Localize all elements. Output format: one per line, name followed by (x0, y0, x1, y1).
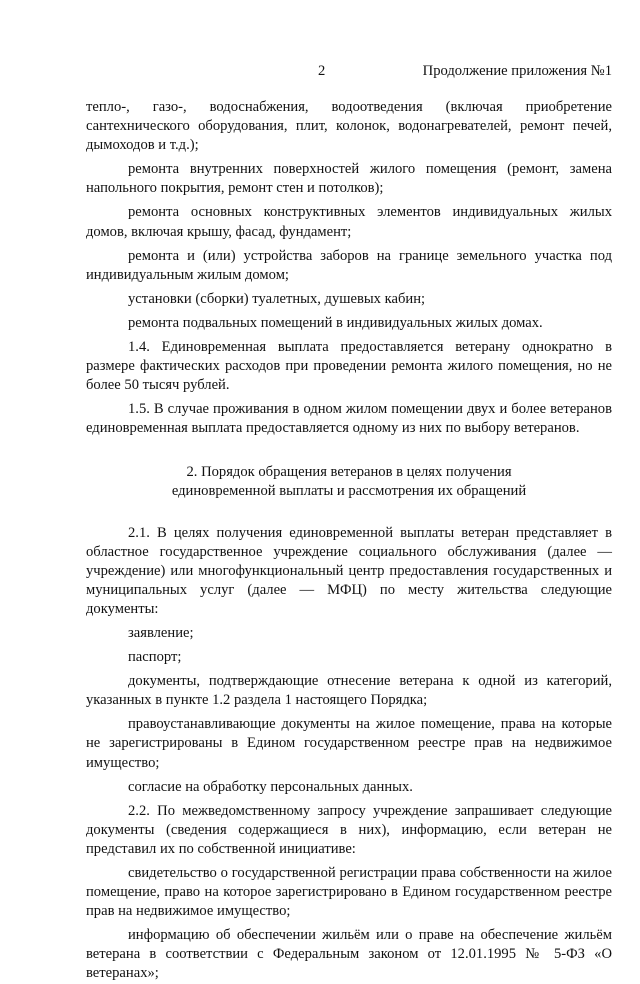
paragraph: ремонта внутренних поверхностей жилого помещения (ремонт, замена напольного покрытия, ремонт стен и потолков); (86, 161, 612, 197)
document-body (86, 98, 612, 984)
paragraph: ремонта и (или) устройства заборов на границе земельного участка под индивидуальным жилым домом; (86, 247, 612, 283)
section-heading-line: 2. Порядок обращения ветеранов в целях получения (186, 463, 512, 480)
paragraph: информацию об обеспечении жильём или о праве на обеспечение жильём ветерана в соответствии с Федеральным законом от 12.01.1995 № 5-ФЗ «О ветеранах»; (86, 927, 612, 982)
paragraph: заявление; (128, 624, 194, 641)
paragraph: свидетельство о государственной регистрации права собственности на жилое помещение, право на которое зарегистрировано в Едином государственном реестре прав на недвижимое имущество; (86, 865, 612, 920)
paragraph: тепло-, газо-, водоснабжения, водоотведения (включая приобретение сантехнического оборудования, плит, колонок, водонагревателей, ремонт печей, дымоходов и т.д.); (86, 99, 612, 154)
paragraph: правоустанавливающие документы на жилое помещение, права на которые не зарегистрированы в Едином государственном реестре прав на недвижимое имущество; (86, 716, 612, 771)
section-heading (86, 463, 612, 502)
continuation-label: Продолжение приложения №1 (422, 63, 612, 79)
paragraph: согласие на обработку персональных данных. (128, 778, 413, 795)
paragraph: паспорт; (128, 649, 182, 666)
page-number: 2 (318, 63, 326, 79)
paragraph: 1.4. Единовременная выплата предоставляется ветерану однократно в размере фактических расходов при проведении ремонта жилого помещения, но не более 50 тысяч рублей. (86, 339, 612, 394)
paragraph: ремонта подвальных помещений в индивидуальных жилых домах. (128, 314, 543, 331)
paragraph: установки (сборки) туалетных, душевых кабин; (128, 290, 426, 307)
paragraph: 2.1. В целях получения единовременной выплаты ветеран представляет в областное государственное учреждение социального обслуживания (далее — учреждение) или многофункциональный центр предоставления государственных и муниципальных услуг (далее — МФЦ) по месту жительства следующие документы: (86, 524, 612, 617)
paragraph: 1.5. В случае проживания в одном жилом помещении двух и более ветеранов единовременная выплата предоставляется одному из них по выбору ветеранов. (86, 401, 612, 437)
section-heading-line: единовременной выплаты и рассмотрения их обращений (171, 483, 527, 499)
paragraph: документы, подтверждающие отнесение ветерана к одной из категорий, указанных в пункте 1.2 раздела 1 настоящего Порядка; (86, 673, 612, 709)
paragraph: ремонта основных конструктивных элементов индивидуальных жилых домов, включая крышу, фасад, фундамент; (86, 204, 612, 240)
paragraph: 2.2. По межведомственному запросу учреждение запрашивает следующие документы (сведения содержащиеся в них), информацию, если ветеран не представил их по собственной инициативе: (86, 802, 612, 857)
